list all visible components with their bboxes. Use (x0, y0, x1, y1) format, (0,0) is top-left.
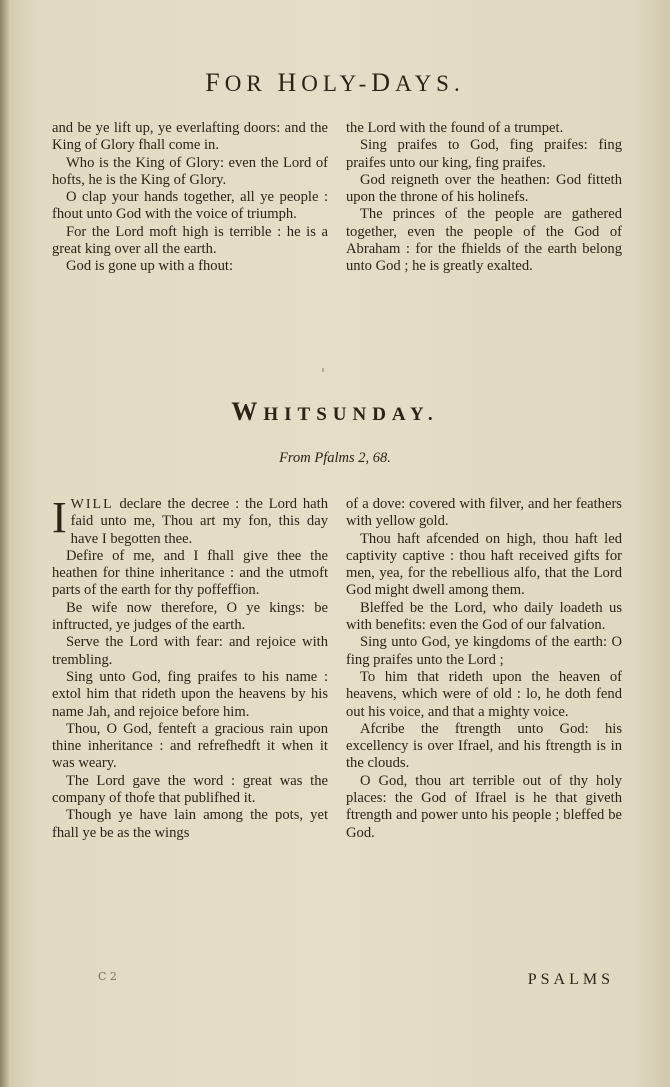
running-head-d: D (371, 68, 396, 97)
top-left-column (52, 120, 328, 276)
bottom-columns (52, 493, 622, 842)
top-left-verse: Who is the King of Glory: even the Lord of hofts, he is the King of Glory. (52, 154, 328, 188)
opening-smallcaps: WILL (70, 497, 114, 512)
drop-cap: I (52, 493, 67, 542)
opening-paragraph (52, 493, 328, 548)
bottom-right-verse: Afcribe the ftrength unto God: his excellency is over Ifrael, and his ftrength is in the clouds. (346, 720, 622, 772)
bottom-right-column (346, 496, 622, 842)
top-right-column (346, 120, 622, 276)
running-head-oly: OLY- (301, 71, 372, 96)
bottom-left-verses (52, 548, 328, 842)
bottom-right-verse: Bleffed be the Lord, who daily loadeth us with benefits: even the God of our falvation. (346, 599, 622, 634)
bottom-left-verse: Sing unto God, fing praifes to his name : extol him that rideth upon the heavens by his name Jah, and rejoice before him. (52, 668, 328, 720)
spine-shadow (0, 0, 10, 1087)
section-title (0, 397, 670, 427)
bottom-left-column (52, 493, 328, 842)
opening-text: declare the decree : the Lord hath faid unto me, Thou art my fon, this day have I begotten thee. (70, 496, 328, 547)
running-head-or: OR (224, 71, 278, 96)
top-right-verse: God reigneth over the heathen: God fitteth upon the throne of his holinefs. (346, 171, 622, 206)
top-left-verse: For the Lord moft high is terrible : he is a great king over all the earth. (52, 223, 328, 258)
bottom-right-verse: O God, thou art terrible out of thy holy places: the God of Ifrael is he that giveth ftrength and power unto his people ; bleffed be God. (346, 772, 622, 841)
top-right-verse: The princes of the people are gathered together, even the people of the God of Abraham : for the fhields of the earth belong unto God ; he is greatly exalted. (346, 206, 622, 275)
catchword: PSALMS (527, 971, 614, 988)
running-head-ays: AYS. (395, 71, 465, 96)
bottom-left-verse: Serve the Lord with fear: and rejoice with trembling. (52, 634, 328, 668)
bottom-left-verse: Be wife now therefore, O ye kings: be inftructed, ye judges of the earth. (52, 599, 328, 634)
bottom-left-verse: Though ye have lain among the pots, yet fhall ye be as the wings (52, 807, 328, 841)
bottom-right-verse: of a dove: covered with filver, and her feathers with yellow gold. (346, 496, 622, 530)
top-left-verse: O clap your hands together, all ye people : fhout unto God with the voice of triumph. (52, 189, 328, 223)
signature-mark: C 2 (98, 970, 117, 983)
section-title-initial: W (231, 397, 264, 426)
section-subtitle: From Pfalms 2, 68. (279, 450, 391, 466)
bottom-right-verse: Thou haft afcended on high, thou haft led captivity captive : thou haft received gifts for men, yea, for the rebellious alfo, that the Lord God might dwell among them. (346, 530, 622, 599)
bottom-left-verse: The Lord gave the word : great was the company of thofe that publifhed it. (52, 772, 328, 807)
ink-speck (322, 368, 324, 372)
top-columns (52, 120, 622, 276)
bottom-left-verse: Defire of me, and I fhall give thee the heathen for thine inheritance : and the utmoft parts of the earth for thy poffeffion. (52, 547, 328, 599)
section-title-rest: HITSUNDAY. (263, 404, 439, 425)
top-left-verse: and be ye lift up, ye everlafting doors: and the King of Glory fhall come in. (52, 120, 328, 154)
running-head (0, 68, 670, 98)
bottom-left-verse: Thou, O God, fenteft a gracious rain upon thine inheritance : and refrefhedft it when it was weary. (52, 720, 328, 772)
top-right-verse: the Lord with the found of a trumpet. (346, 120, 564, 136)
top-left-verse: God is gone up with a fhout: (66, 258, 234, 275)
top-right-verse: Sing praifes to God, fing praifes: fing praifes unto our king, fing praifes. (346, 137, 622, 171)
bottom-right-verse: Sing unto God, ye kingdoms of the earth: O fing praifes unto the Lord ; (346, 634, 622, 668)
bottom-right-verse: To him that rideth upon the heaven of heavens, which were of old : lo, he doth fend out his voice, and that a mighty voice. (346, 668, 622, 720)
running-head-f: F (205, 68, 225, 97)
running-head-h: H (277, 68, 302, 97)
